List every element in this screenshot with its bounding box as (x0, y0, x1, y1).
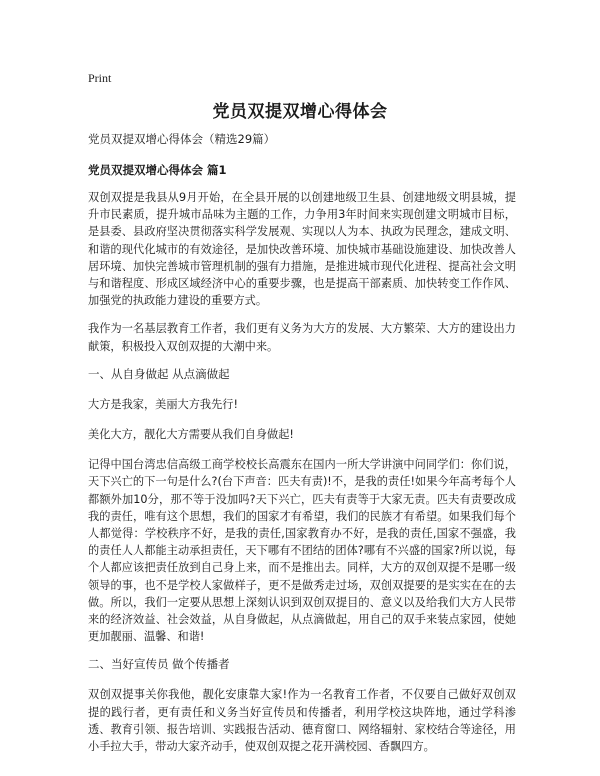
paragraph: 双创双提是我县从9月开始，在全县开展的以创建地级卫生县、创建地级文明县城，提升市民素质，提升城市品味为主题的工作，力争用3年时间来实现创建文明城市目标，是县委、县政府坚决贯彻落实科学发展观、实现以人为本、执政为民理念，建成文明、和谐的现代化城市的有效途径，是加快改善环境、加快城市基础设施建设、加快改善人居环境、加快完善城市管理机制的强有力措施，是推进城市现代化进程、提高社会文明与和谐程度、形成区域经济中心的重要步骤，也是提高干部素质、加快转变工作作风、加强党的执政能力建设的重要方式。 (88, 191, 516, 308)
print-link[interactable]: Print (88, 71, 112, 85)
paragraph: 双创双提事关你我他，靓化安康靠大家!作为一名教育工作者，不仅要自己做好双创双提的践行者，更有责任和义务当好宣传员和传播者，利用学校这块阵地，通过学科渗透、教育引领、报告培训、实践报告活动、德育窗口、网络辐射、家校结合等途径，用小手拉大手，带动大家齐动手，使双创双提之花开满校园、香飘四方。 (88, 688, 516, 754)
paragraph: 我作为一名基层教育工作者，我们更有义务为大方的发展、大方繁荣、大方的建设出力献策，积极投入双创双提的大潮中来。 (88, 322, 516, 353)
document-body (88, 131, 516, 766)
subsection-heading: 二、当好宣传员 做个传播者 (88, 657, 230, 672)
paragraph: 记得中国台湾忠信高级工商学校校长高震东在国内一所大学讲演中问同学们：你们说，天下兴亡的下一句是什么?(台下声音：匹夫有责)!不，是我的责任!如果今年高考每个人都额外加10分，那不等于没加吗?天下兴亡，匹夫有责等于大家无责。匹夫有责要改成我的责任，唯有这个思想，我们的国家才有希望，我们的民族才有希望。如果我们每个人都觉得：学校秩序不好，是我的责任,国家教育办不好，是我的责任,国家不强盛，我的责任人人都能主动承担责任，天下哪有不团结的团体?哪有不兴盛的国家?所以说，每个人都应该把责任放到自己身上来，而不是推出去。同样，大方的双创双提不是哪一级领导的事，也不是学校人家做样子，更不是做秀走过场，双创双提要的是实实在在的去做。所以，我们一定要从思想上深刻认识到双创双提目的、意义以及给我们大方人民带来的经济效益、社会效益，从自身做起，从点滴做起，用自己的双手来装点家园，使她更加靓丽、温馨、和谐! (88, 458, 516, 644)
subsection-heading: 一、从自身做起 从点滴做起 (88, 366, 230, 381)
document-subtitle: 党员双提双增心得体会（精选29篇） (88, 132, 276, 146)
document-title: 党员双提双增心得体会 (212, 102, 388, 122)
paragraph: 美化大方，靓化大方需要从我们自身做起! (88, 428, 294, 442)
paragraph: 大方是我家，美丽大方我先行! (88, 397, 238, 411)
section-heading: 党员双提双增心得体会 篇1 (88, 163, 227, 177)
